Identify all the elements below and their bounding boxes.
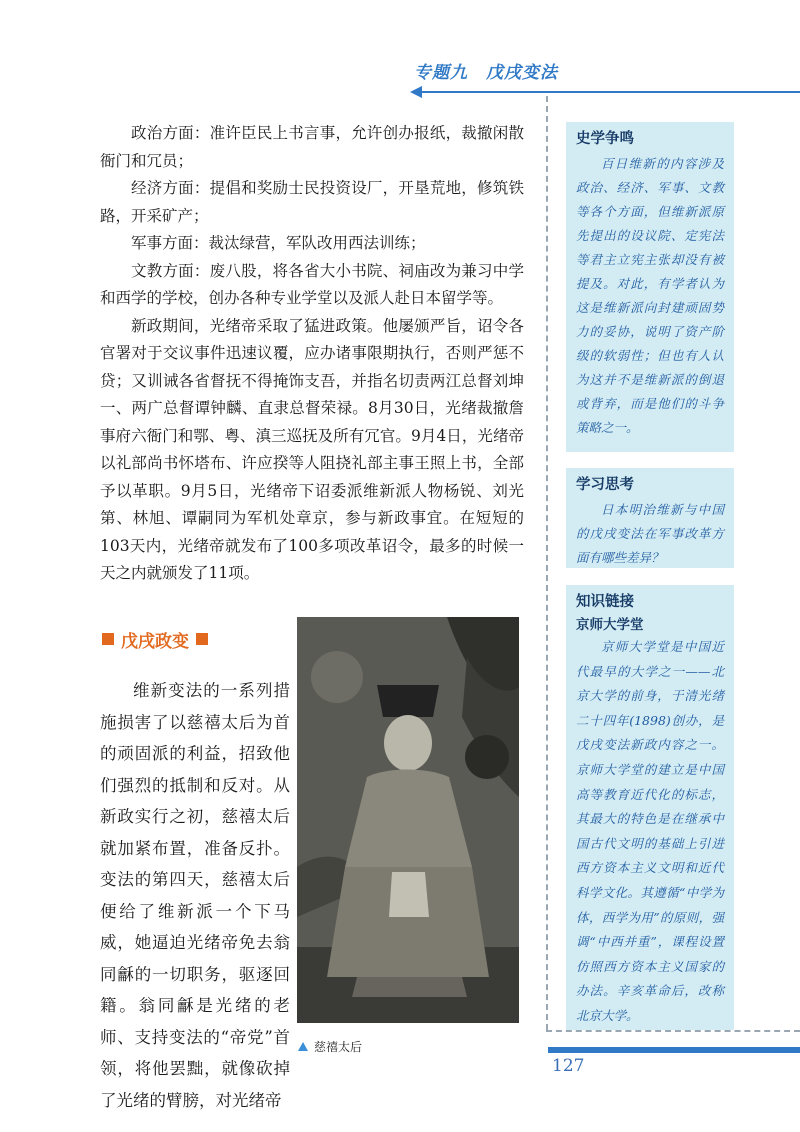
sidebar-box-study-reflection xyxy=(566,468,734,568)
section-text xyxy=(100,675,290,1116)
sidebar-box-knowledge-link xyxy=(566,585,734,1030)
section-heading-text: 戊戌政变 xyxy=(121,631,189,652)
paragraph-politics: 政治方面：准许臣民上书言事，允许创办报纸，裁撤闲散衙门和冗员； xyxy=(100,124,524,170)
box-title: 知识链接 xyxy=(576,594,634,610)
section-paragraph: 维新变法的一系列措施损害了以慈禧太后为首的顽固派的利益，招致他们强烈的抵制和反对。从新政实行之初，慈禧太后就加紧布置，准备反扑。变法的第四天，慈禧太后便给了维新派一个下马威，她逼迫光绪帝免去翁同龢的一切职务，驱逐回籍。翁同龢是光绪的老师、支持变法的“帝党”首领，将他罢黜，就像砍掉了光绪的臂膀，对光绪帝 xyxy=(100,681,290,1110)
box-body: 百日维新的内容涉及政治、经济、军事、文教等各个方面，但维新派原先提出的设议院、定宪法等君主立宪主张却没有被提及。对此，有学者认为这是维新派向封建顽固势力的妥协，说明了资产阶级的软弱性；但也有人认为这并不是维新派的倒退或背弃，而是他们的斗争策略之一。 xyxy=(576,156,724,435)
column-divider xyxy=(546,96,548,1030)
photo-caption xyxy=(298,1037,362,1055)
paragraph-military: 军事方面：裁汰绿营，军队改用西法训练； xyxy=(131,234,426,252)
box-title: 学习思考 xyxy=(576,477,634,493)
footer-divider xyxy=(546,1030,800,1032)
paragraph-new-policy: 新政期间，光绪帝采取了猛进政策。他屡颁严旨，诏令各官署对于交议事件迅速议覆，应办诸事限期执行，否则严惩不贷；又训诫各省督抚不得掩饰支吾，并指名切责两江总督刘坤一、两广总督谭钟麟、直隶总督荣禄。8月30日，光绪裁撤詹事府六衙门和鄂、粤、滇三巡抚及所有冗官。9月4日，光绪帝以礼部尚书怀塔布、许应揆等人阻挠礼部主事王照上书，全部予以革职。9月5日，光绪帝下诏委派维新派人物杨锐、刘光第、林旭、谭嗣同为军机处章京，参与新政事宜。在短短的103天内，光绪帝就发布了100多项改革诏令，最多的时候一天之内就颁发了11项。 xyxy=(100,316,524,582)
box-body: 日本明治维新与中国的戊戌变法在军事改革方面有哪些差异？ xyxy=(576,502,724,565)
footer-bar xyxy=(548,1047,800,1053)
box-body: 京师大学堂是中国近代最早的大学之一——北京大学的前身，于清光绪二十四年(1898)创办，是戊戌变法新政内容之一。京师大学堂的建立是中国高等教育近代化的标志，其最大的特色是在继承中国古代文明的基础上引进西方资本主义文明和近代科学文化。其遵循“中学为体，西学为用”的原则，强调“中西并重”，课程设置仿照西方资本主义国家的办法。辛亥革命后，改称北京大学。 xyxy=(576,639,724,1023)
paragraph-education: 文教方面：废八股，将各省大小书院、祠庙改为兼习中学和西学的学校，创办各种专业学堂以及派人赴日本留学等。 xyxy=(100,261,524,307)
main-text xyxy=(100,120,524,588)
triangle-marker-icon xyxy=(298,1042,308,1051)
paragraph-economy: 经济方面：提倡和奖励士民投资设厂，开垦荒地，修筑铁路，开采矿产； xyxy=(100,179,524,225)
photo-caption-text: 慈禧太后 xyxy=(314,1039,363,1054)
cixi-photo xyxy=(297,617,519,1023)
sidebar-box-historical-debate xyxy=(566,122,734,452)
square-bullet-icon xyxy=(196,633,208,645)
section-heading xyxy=(102,627,208,651)
box-subtitle: 京师大学堂 xyxy=(576,617,644,633)
page-number: 127 xyxy=(552,1056,585,1076)
header-rule xyxy=(420,91,800,93)
chapter-title: 专题九 戊戌变法 xyxy=(414,63,558,83)
square-bullet-icon xyxy=(102,633,114,645)
box-title: 史学争鸣 xyxy=(576,131,634,147)
